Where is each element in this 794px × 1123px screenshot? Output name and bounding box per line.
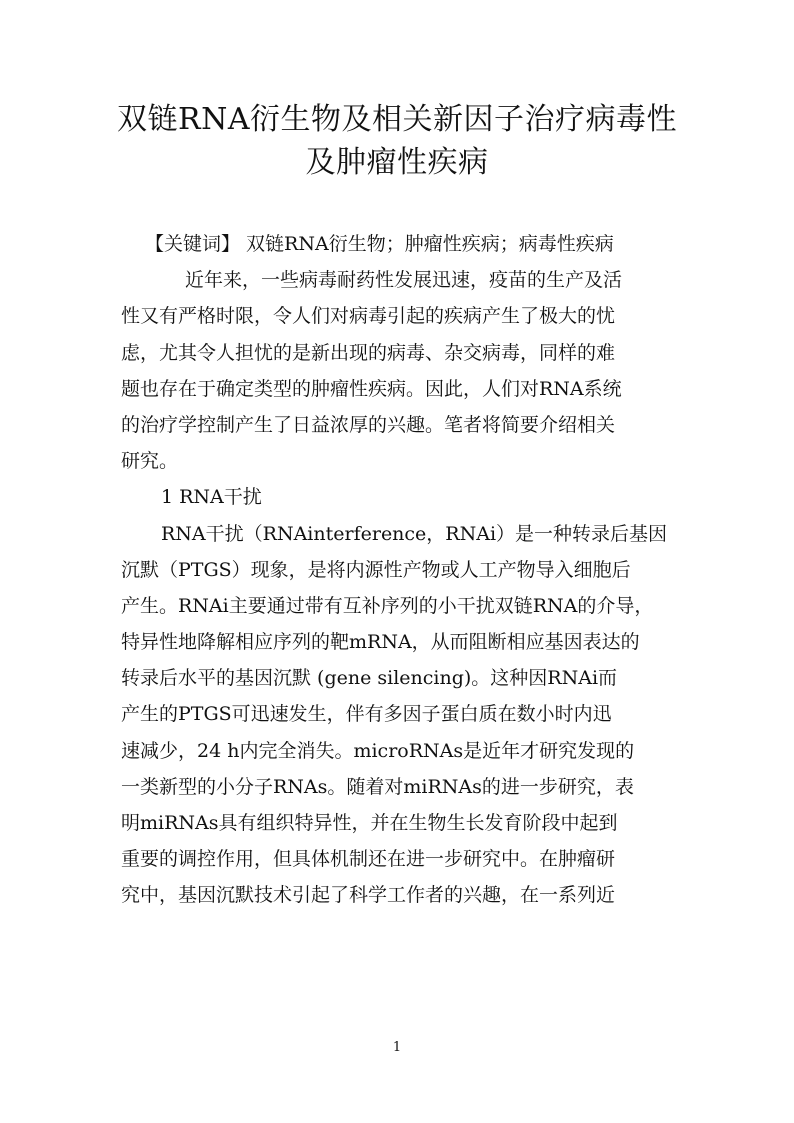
paragraph-line: 题也存在于确定类型的肿瘤性疾病。因此，人们对RNA系统 [121,377,622,400]
page-number: 1 [392,1040,402,1055]
title-line-2: 及肿瘤性疾病 [305,145,489,180]
paragraph-line: 一类新型的小分子RNAs。随着对miRNAs的进一步研究，表 [121,775,634,798]
paragraph-line: 的治疗学控制产生了日益浓厚的兴趣。笔者将简要介绍相关 [121,413,616,436]
document-body [121,226,677,914]
paragraph-line: 产生。RNAi主要通过带有互补序列的小干扰双链RNA的介导， [121,594,654,617]
document-title [100,98,694,184]
paragraph-line: 速减少，24 h内完全消失。microRNAs是近年才研究发现的 [121,739,635,762]
paragraph-line: 性又有严格时限，令人们对病毒引起的疾病产生了极大的忧 [121,305,616,328]
paragraph-line: RNA干扰（RNAinterference，RNAi）是一种转录后基因 [161,522,668,545]
paragraph-line: 虑，尤其令人担忧的是新出现的病毒、杂交病毒，同样的难 [121,341,616,364]
section-heading: 1 RNA干扰 [161,486,262,509]
paragraph-line: 重要的调控作用，但具体机制还在进一步研究中。在肿瘤研 [121,848,616,871]
paragraph-line: 研究。 [121,450,179,473]
paragraph-line: 明miRNAs具有组织特异性，并在生物生长发育阶段中起到 [121,812,618,834]
paragraph-line: 转录后水平的基因沉默 (gene silencing)。这种因RNAi而 [121,667,618,690]
paragraph-line: 究中，基因沉默技术引起了科学工作者的兴趣，在一系列近 [121,884,616,907]
keywords-line: 【关键词】 双链RNA衍生物；肿瘤性疾病；病毒性疾病 [145,233,614,255]
paragraph-line: 特异性地降解相应序列的靶mRNA，从而阻断相应基因表达的 [121,631,640,654]
paragraph-line: 近年来，一些病毒耐药性发展迅速，疫苗的生产及活 [185,269,623,292]
paragraph-line: 沉默（PTGS）现象，是将内源性产物或人工产物导入细胞后 [121,558,631,581]
title-line-1: 双链RNA衍生物及相关新因子治疗病毒性 [116,102,677,137]
paragraph-line: 产生的PTGS可迅速发生，伴有多因子蛋白质在数小时内迅 [121,703,612,726]
